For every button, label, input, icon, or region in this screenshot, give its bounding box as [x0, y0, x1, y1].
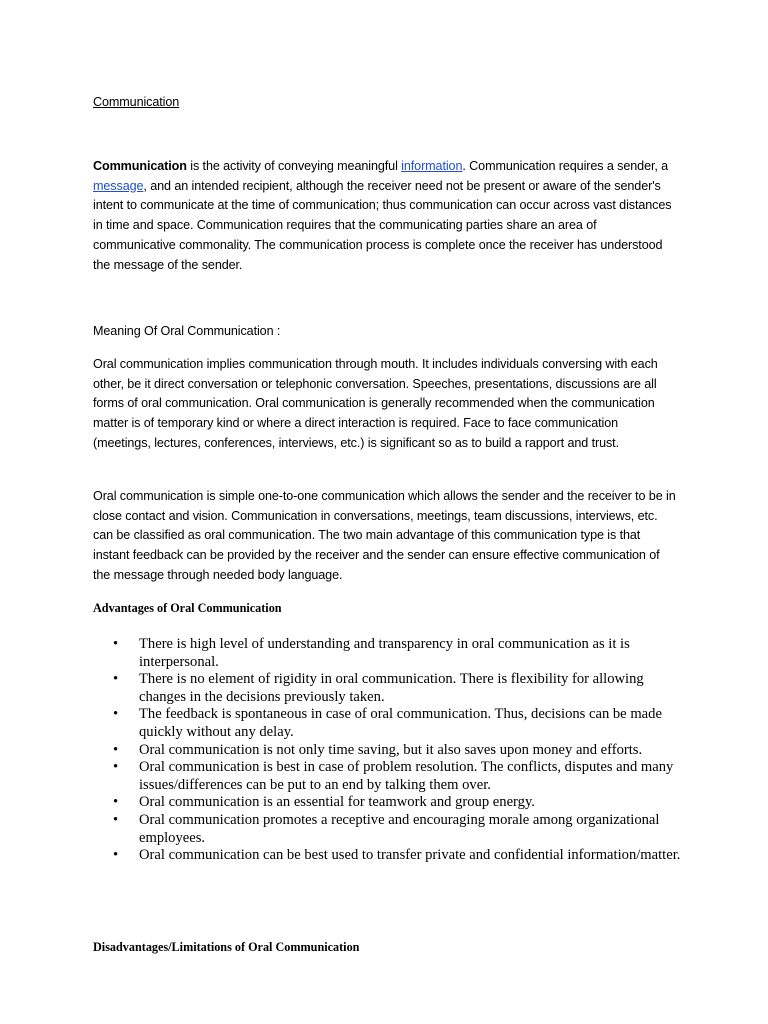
advantage-item — [93, 847, 693, 865]
oral-communication-heading: Meaning Of Oral Communication : — [93, 324, 281, 338]
advantage-text: Oral communication can be best used to transfer private and confidential information/matter. — [139, 847, 681, 864]
advantage-text: There is no element of rigidity in oral communication. There is flexibility for allowing changes in the decisions previously taken. — [139, 671, 644, 705]
advantage-text: The feedback is spontaneous in case of oral communication. Thus, decisions can be made quickly without any delay. — [139, 706, 662, 740]
bullet-icon: • — [113, 706, 119, 723]
bullet-icon: • — [113, 794, 119, 811]
intro-text-1: is the activity of conveying meaningful — [186, 159, 402, 173]
advantages-heading: Advantages of Oral Communication — [93, 601, 282, 615]
oral-paragraph-1: Oral communication implies communication through mouth. It includes individuals conversing with each other, be it direct conversation or telephonic conversation. Speeches, presentations, discussions are all forms of oral communication. Oral communication is generally recommended when the communication matter is of temporary kind or where a direct interaction is required. Face to face communication (meetings, lectures, conferences, interviews, etc.) is significant so as to build a rapport and trust. — [93, 357, 658, 450]
information-link[interactable]: information — [401, 159, 463, 173]
advantages-list — [93, 636, 693, 865]
bullet-icon: • — [113, 741, 119, 758]
bullet-icon: • — [113, 759, 119, 776]
intro-lead-term: Communication — [93, 159, 187, 173]
advantage-item — [93, 706, 693, 741]
advantage-text: Oral communication promotes a receptive and encouraging morale among organizational employees. — [139, 811, 660, 846]
bullet-icon: • — [113, 811, 119, 828]
message-link[interactable]: message — [93, 178, 144, 193]
intro-text-2: . Communication requires a sender, a — [462, 159, 669, 173]
advantage-text: Oral communication is an essential for teamwork and group energy. — [139, 794, 535, 811]
advantage-item — [93, 759, 693, 794]
bullet-icon: • — [113, 847, 119, 864]
bullet-icon: • — [113, 671, 119, 688]
disadvantages-heading: Disadvantages/Limitations of Oral Communication — [93, 940, 360, 954]
intro-text-3: , and an intended recipient, although the receiver need not be present or aware of the sender's intent to communicate at the time of communication; thus communication can occur across vast distances in time and space. Communication requires that the communicating parties share an area of communicative commonality. The communication process is complete once the receiver has understood the message of the sender. — [93, 178, 672, 272]
advantage-text: Oral communication is best in case of problem resolution. The conflicts, disputes and many issues/differences can be put to an end by talking them over. — [139, 759, 674, 793]
advantage-item — [93, 812, 693, 847]
intro-paragraph — [93, 157, 679, 275]
advantage-text: Oral communication is not only time saving, but it also saves upon money and efforts. — [139, 741, 643, 758]
advantage-item — [93, 742, 693, 760]
document-title: Communication — [93, 95, 180, 109]
oral-paragraph-2: Oral communication is simple one-to-one communication which allows the sender and the receiver to be in close contact and vision. Communication in conversations, meetings, team discussions, interviews, etc. can be classified as oral communication. The two main advantage of this communication type is that instant feedback can be provided by the receiver and the sender can ensure effective communication of the message through needed body language. — [93, 489, 676, 582]
advantage-item — [93, 671, 693, 706]
bullet-icon: • — [113, 636, 119, 652]
advantage-item — [93, 794, 693, 812]
advantage-text: There is high level of understanding and transparency in oral communication as it is interpersonal. — [139, 636, 630, 670]
advantage-item — [93, 636, 693, 671]
